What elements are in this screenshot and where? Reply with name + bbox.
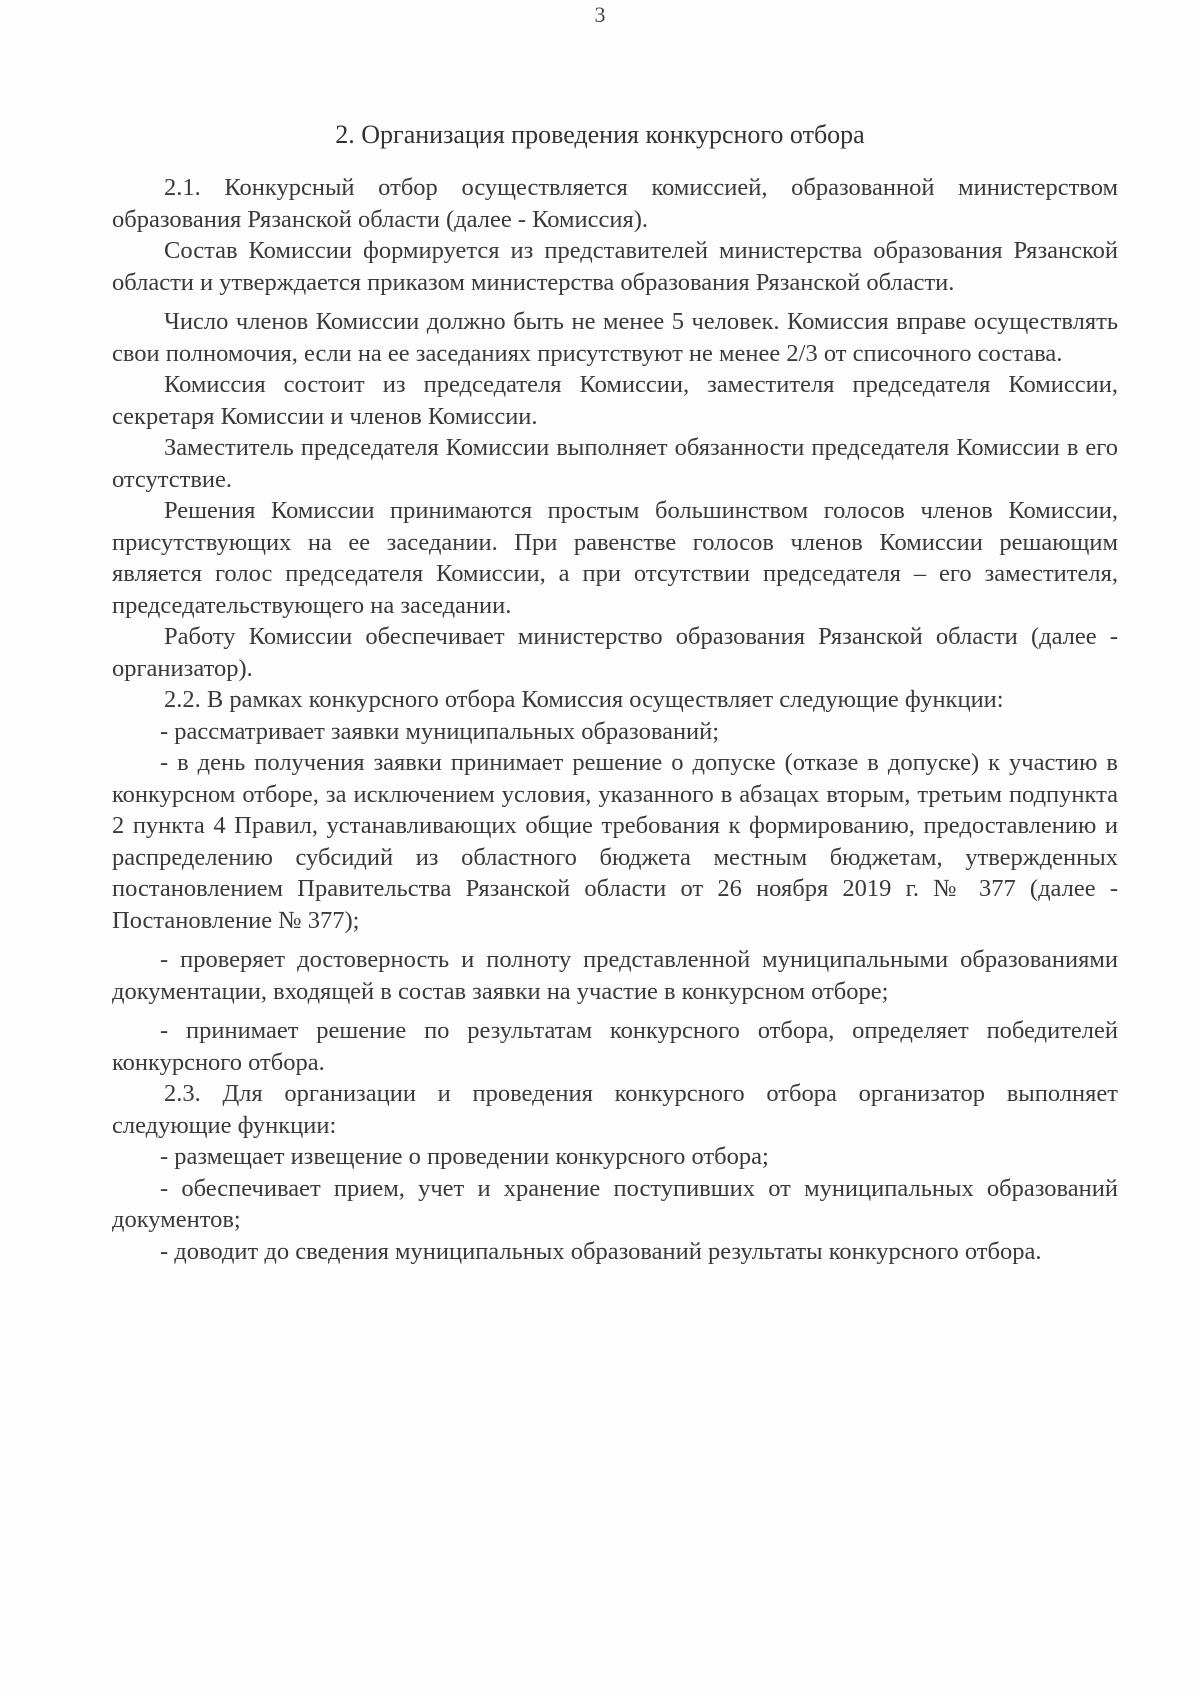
paragraph-commission-composition: Состав Комиссии формируется из представителей министерства образования Рязанской области и утверждается приказом министерства образования Рязанской области. <box>112 237 1118 296</box>
paragraph-deputy-chair: Заместитель председателя Комиссии выполняет обязанности председателя Комиссии в его отсутствие. <box>112 434 1118 493</box>
section-body <box>112 172 1118 1267</box>
list-item-determine-winners: - принимает решение по результатам конкурсного отбора, определяет победителей конкурсного отбора. <box>112 1017 1118 1076</box>
page-number: 3 <box>594 2 606 27</box>
paragraph-member-count: Число членов Комиссии должно быть не менее 5 человек. Комиссия вправе осуществлять свои полномочия, если на ее заседаниях присутствуют не менее 2/3 от списочного состава. <box>112 308 1118 367</box>
paragraph-2-2: 2.2. В рамках конкурсного отбора Комиссия осуществляет следующие функции: <box>164 686 1004 713</box>
paragraph-organizer: Работу Комиссии обеспечивает министерство образования Рязанской области (далее - организатор). <box>112 623 1118 682</box>
paragraph-2-1: 2.1. Конкурсный отбор осуществляется комиссией, образованной министерством образования Рязанской области (далее - Комиссия). <box>112 174 1118 233</box>
list-item-receive-documents: - обеспечивает прием, учет и хранение поступивших от муниципальных образований документов; <box>112 1174 1118 1233</box>
section-heading: 2. Организация проведения конкурсного отбора <box>335 120 865 149</box>
list-item-admission-decision: - в день получения заявки принимает решение о допуске (отказе в допуске) к участию в конкурсном отборе, за исключением условия, указанного в абзацах вторым, третьим подпункта 2 пункта 4 Правил, устанавливающих общие требования к формированию, предоставлению и распределению субсидий из областного бюджета местным бюджетам, утвержденных постановлением Правительства Рязанской области от 26 ноября 2019 г. № 377 (далее - Постановление № 377); <box>112 749 1118 934</box>
list-item-verify-documents: - проверяет достоверность и полноту представленной муниципальными образованиями документации, входящей в состав заявки на участие в конкурсном отборе; <box>112 946 1118 1005</box>
paragraph-2-3: 2.3. Для организации и проведения конкурсного отбора организатор выполняет следующие функции: <box>112 1080 1118 1139</box>
paragraph-commission-structure: Комиссия состоит из председателя Комиссии, заместителя председателя Комиссии, секретаря Комиссии и членов Комиссии. <box>112 371 1118 430</box>
paragraph-decisions: Решения Комиссии принимаются простым большинством голосов членов Комиссии, присутствующих на ее заседании. При равенстве голосов членов Комиссии решающим является голос председателя Комиссии, а при отсутствии председателя – его заместителя, председательствующего на заседании. <box>112 497 1118 619</box>
list-item-publish-notice: - размещает извещение о проведении конкурсного отбора; <box>160 1143 769 1170</box>
list-item-review-applications: - рассматривает заявки муниципальных образований; <box>160 717 720 745</box>
list-item-communicate-results: - доводит до сведения муниципальных образований результаты конкурсного отбора. <box>160 1237 1042 1265</box>
